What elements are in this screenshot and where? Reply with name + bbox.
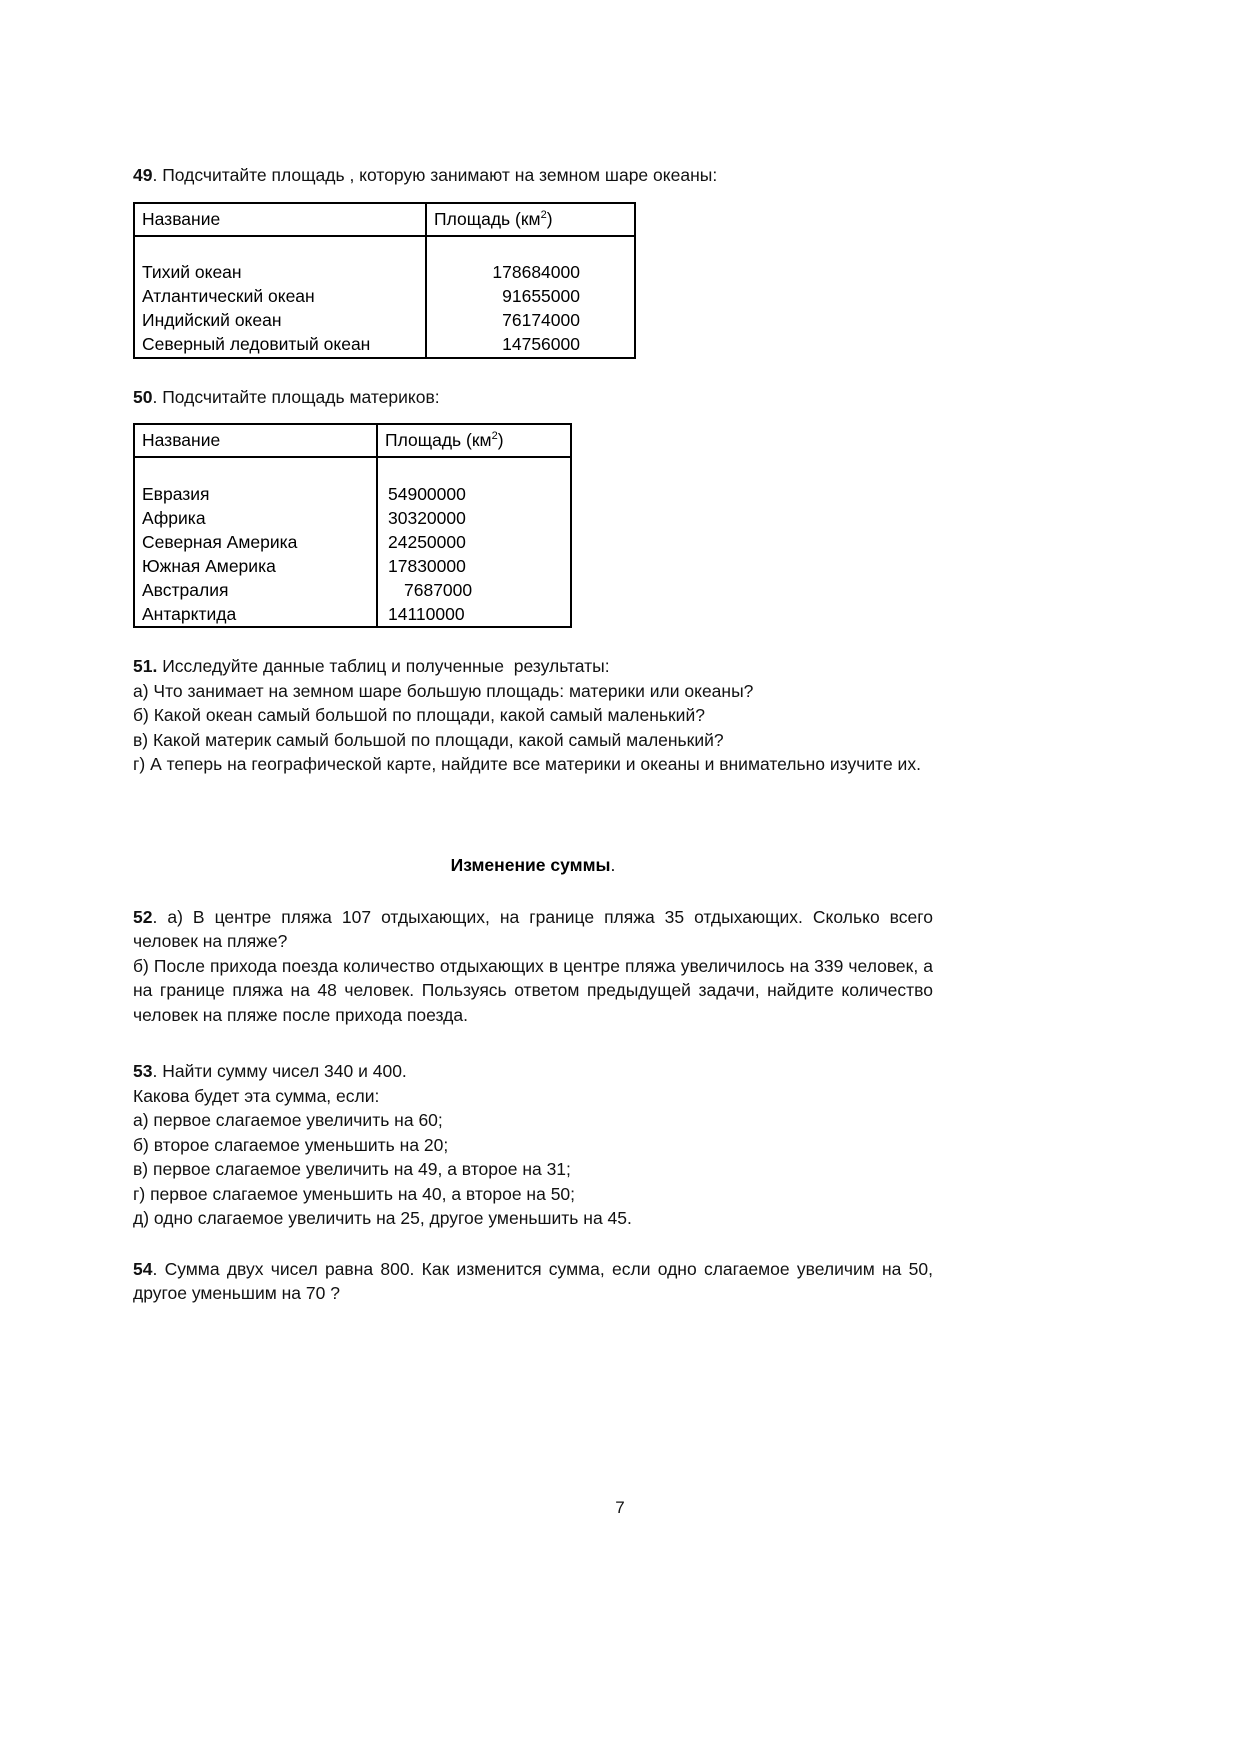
task-53-item-b: б) второе слагаемое уменьшить на 20; [133, 1134, 449, 1155]
task-53-item-g: г) первое слагаемое уменьшить на 40, а второе на 50; [133, 1183, 576, 1204]
task-54-number: 54 [133, 1258, 153, 1279]
table-row [134, 554, 571, 578]
task-53-item-d: д) одно слагаемое увеличить на 25, другое уменьшить на 45. [133, 1208, 632, 1228]
task-52 [133, 905, 938, 1028]
cell-name: Евразия [134, 482, 377, 506]
task-52-item-a [133, 905, 938, 954]
cell-name: Северный ледовитый океан [134, 333, 426, 358]
header-area-suffix: ) [497, 430, 504, 450]
task-54-text [133, 1257, 938, 1306]
task-51-item-v: в) Какой материк самый большой по площади, какой самый маленький? [133, 729, 724, 750]
task-53-line2: Какова будет эта сумма, если: [133, 1085, 380, 1106]
table-row [134, 333, 635, 358]
cell-area: 54900000 [388, 483, 466, 504]
task-52-number: 52 [133, 906, 153, 927]
spacer-cell-name [134, 236, 426, 261]
table-row [134, 602, 571, 627]
task-51-prompt: Исследуйте данные таблиц и полученные результаты: [157, 656, 610, 676]
task-50 [133, 385, 933, 410]
table-row [134, 285, 635, 309]
task-53 [133, 1059, 933, 1231]
cell-area: 14756000 [502, 334, 580, 354]
table-row [134, 309, 635, 333]
task-53-number: 53 [133, 1061, 153, 1081]
cell-area: 178684000 [492, 262, 580, 282]
cell-area: 14110000 [388, 603, 465, 624]
table-header-row [134, 424, 571, 457]
table-header-row [134, 203, 635, 236]
cell-name: Северная Америка [134, 530, 377, 554]
header-name: Название [134, 424, 377, 457]
header-area-prefix: Площадь (км [434, 208, 541, 229]
header-area-suffix: ) [546, 208, 553, 229]
continents-area-table [133, 423, 572, 628]
table-row [134, 530, 571, 554]
header-name: Название [134, 203, 426, 236]
cell-area: 91655000 [502, 286, 580, 306]
cell-area: 7687000 [404, 579, 473, 600]
cell-name: Тихий океан [134, 261, 426, 285]
task-51-number: 51. [133, 656, 158, 676]
task-52-item-b: б) После прихода поезда количество отдыхающих в центре пляжа увеличилось на 339 человек, а на границе пляжа на 48 человек. Пользуясь ответом предыдущей задачи, найдите количество человек на пляже после прихода поезда. [133, 955, 938, 1025]
oceans-area-table [133, 202, 636, 359]
section-heading-text: Изменение суммы [450, 854, 611, 875]
table-row [134, 482, 571, 506]
cell-name: Индийский океан [134, 309, 426, 333]
task-54-prompt: . Сумма двух чисел равна 800. Как изменится сумма, если одно слагаемое увеличим на 50, другое уменьшим на 70 ? [133, 1258, 938, 1303]
cell-area: 30320000 [388, 507, 466, 528]
table-spacer-row [134, 236, 635, 261]
table-row [134, 578, 571, 602]
table-row [134, 506, 571, 530]
task-51-item-g: г) А теперь на географической карте, найдите все материки и океаны и внимательно изучите их. [133, 754, 921, 774]
task-49-number: 49 [133, 165, 153, 185]
task-51-prompt-line [133, 654, 933, 679]
section-heading-dot: . [610, 854, 616, 875]
task-52-item-a-text: . а) В центре пляжа 107 отдыхающих, на границе пляжа 35 отдыхающих. Сколько всего человек на пляже? [133, 906, 938, 951]
cell-name: Африка [134, 506, 377, 530]
cell-area: 76174000 [502, 310, 580, 330]
task-51-item-b: б) Какой океан самый большой по площади, какой самый маленький? [133, 705, 705, 725]
header-area [377, 424, 571, 457]
header-area-sup: 2 [540, 208, 547, 221]
spacer-cell-name [134, 457, 377, 482]
cell-name: Южная Америка [134, 554, 377, 578]
spacer-cell-area [426, 236, 635, 261]
task-51 [133, 654, 933, 777]
task-54 [133, 1257, 938, 1306]
header-area [426, 203, 635, 236]
task-50-number: 50 [133, 386, 153, 407]
cell-name: Австралия [134, 578, 377, 602]
page-number: 7 [615, 1498, 625, 1517]
task-53-item-v: в) первое слагаемое увеличить на 49, а второе на 31; [133, 1159, 571, 1179]
task-49 [133, 163, 933, 188]
cell-name: Антарктида [134, 602, 377, 627]
table-spacer-row [134, 457, 571, 482]
task-51-item-a: а) Что занимает на земном шаре большую площадь: материки или океаны? [133, 680, 754, 701]
section-heading [133, 853, 933, 877]
task-53-item-a: а) первое слагаемое увеличить на 60; [133, 1110, 443, 1130]
cell-area: 24250000 [388, 531, 466, 552]
task-49-prompt: . Подсчитайте площадь , которую занимают на земном шаре океаны: [152, 165, 718, 185]
spacer-cell-area [377, 457, 571, 482]
cell-area: 17830000 [388, 555, 466, 576]
task-50-prompt: . Подсчитайте площадь материков: [152, 386, 440, 407]
header-area-sup: 2 [491, 430, 498, 443]
table-row [134, 261, 635, 285]
task-53-prompt: . Найти сумму чисел 340 и 400. [152, 1061, 407, 1081]
page-content [133, 163, 938, 1306]
task-53-prompt-line [133, 1059, 933, 1084]
header-area-prefix: Площадь (км [385, 430, 492, 450]
cell-name: Атлантический океан [134, 285, 426, 309]
